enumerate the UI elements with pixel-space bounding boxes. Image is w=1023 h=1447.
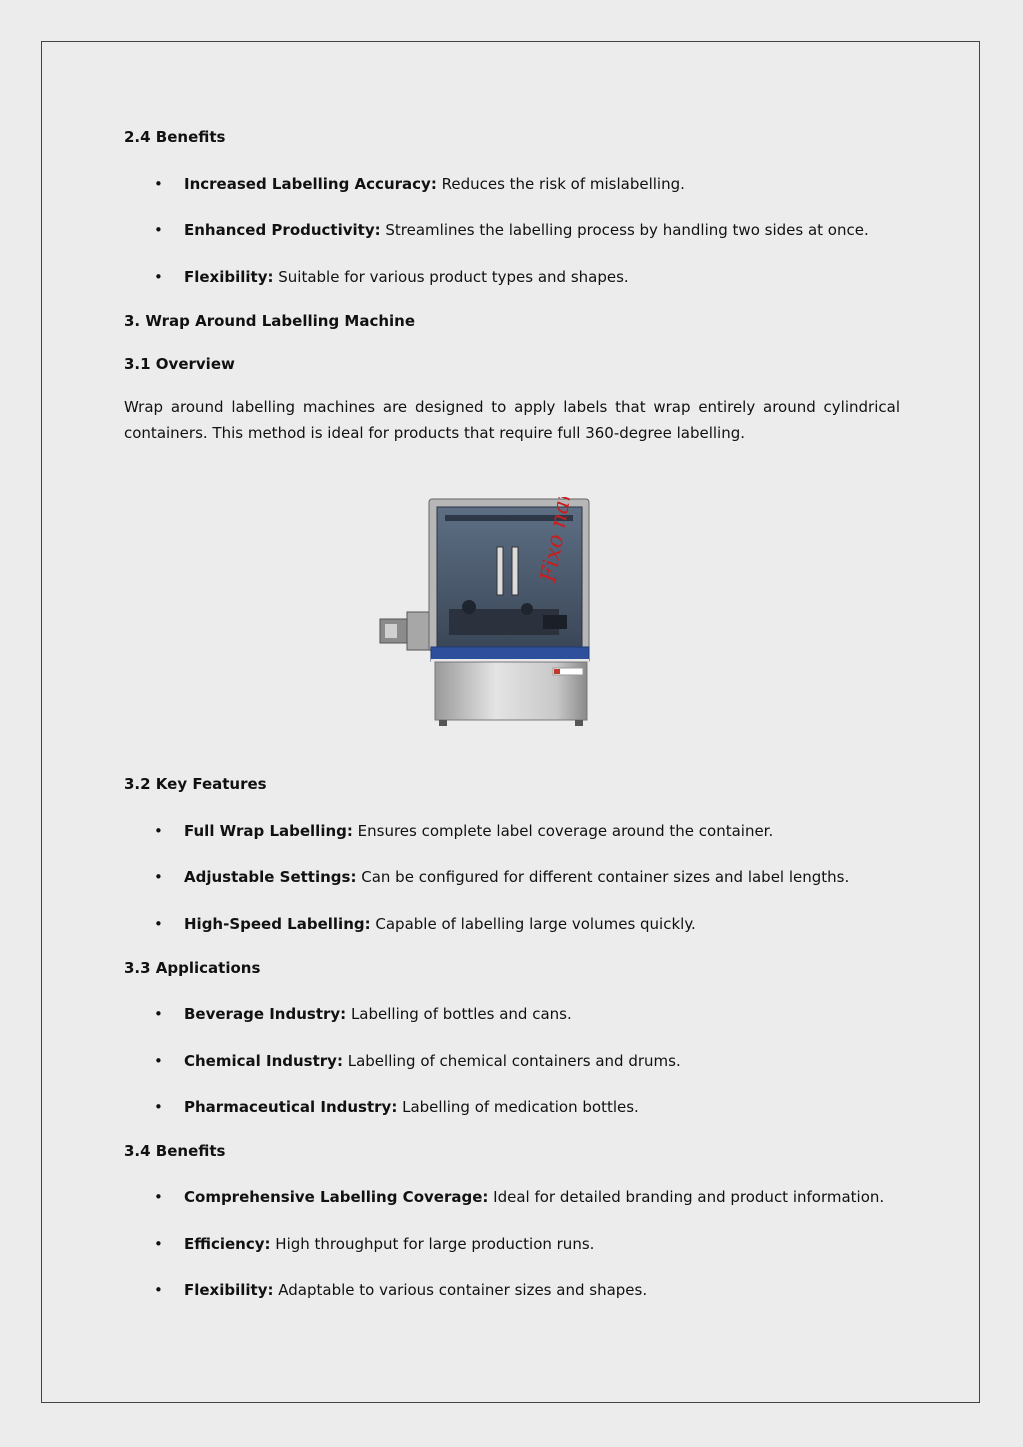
heading-2-4-benefits: 2.4 Benefits (124, 128, 226, 146)
document-page (41, 41, 980, 1403)
item-term: High-Speed Labelling: (184, 915, 371, 933)
item-term: Increased Labelling Accuracy: (184, 175, 437, 193)
item-text: Labelling of chemical containers and drums. (342, 1052, 681, 1070)
bullet: • (154, 1281, 163, 1299)
heading-3-1-overview: 3.1 Overview (124, 355, 235, 373)
bullet: • (154, 868, 163, 886)
bullet: • (154, 915, 163, 933)
heading-3-4-benefits: 3.4 Benefits (124, 1142, 226, 1160)
item-term: Adjustable Settings: (184, 868, 357, 886)
item-term: Pharmaceutical Industry: (184, 1098, 398, 1116)
overview-paragraph: Wrap around labelling machines are designed to apply labels that wrap entirely around cylindrical containers. This method is ideal for products that require full 360-degree labelling. (124, 398, 900, 442)
item-text: Can be configured for different container sizes and label lengths. (356, 868, 850, 886)
item-text: Labelling of medication bottles. (397, 1098, 639, 1116)
item-term: Enhanced Productivity: (184, 221, 381, 239)
heading-3-3-applications: 3.3 Applications (124, 959, 261, 977)
item-text: Ensures complete label coverage around the container. (352, 822, 774, 840)
heading-3-2-key-features: 3.2 Key Features (124, 775, 267, 793)
item-text: Suitable for various product types and shapes. (273, 268, 629, 286)
bullet: • (154, 221, 163, 239)
item-text: Streamlines the labelling process by handling two sides at once. (380, 221, 869, 239)
bullet: • (154, 1005, 163, 1023)
item-text: Reduces the risk of mislabelling. (436, 175, 685, 193)
bullet: • (154, 268, 163, 286)
item-text: Ideal for detailed branding and product information. (488, 1188, 885, 1206)
item-text: Capable of labelling large volumes quickly. (370, 915, 696, 933)
bullet: • (154, 822, 163, 840)
item-text: High throughput for large production runs. (270, 1235, 595, 1253)
bullet: • (154, 1052, 163, 1070)
item-term: Full Wrap Labelling: (184, 822, 353, 840)
machine-image (377, 497, 597, 729)
bullet: • (154, 1098, 163, 1116)
item-text: Labelling of bottles and cans. (346, 1005, 572, 1023)
item-text: Adaptable to various container sizes and shapes. (273, 1281, 648, 1299)
bullet: • (154, 175, 163, 193)
heading-3-wrap-around: 3. Wrap Around Labelling Machine (124, 312, 416, 330)
item-term: Efficiency: (184, 1235, 271, 1253)
item-term: Flexibility: (184, 1281, 274, 1299)
bullet: • (154, 1235, 163, 1253)
item-term: Comprehensive Labelling Coverage: (184, 1188, 489, 1206)
bullet: • (154, 1188, 163, 1206)
item-term: Chemical Industry: (184, 1052, 343, 1070)
item-term: Beverage Industry: (184, 1005, 347, 1023)
item-term: Flexibility: (184, 268, 274, 286)
brand-script: Fixo name (536, 497, 582, 585)
